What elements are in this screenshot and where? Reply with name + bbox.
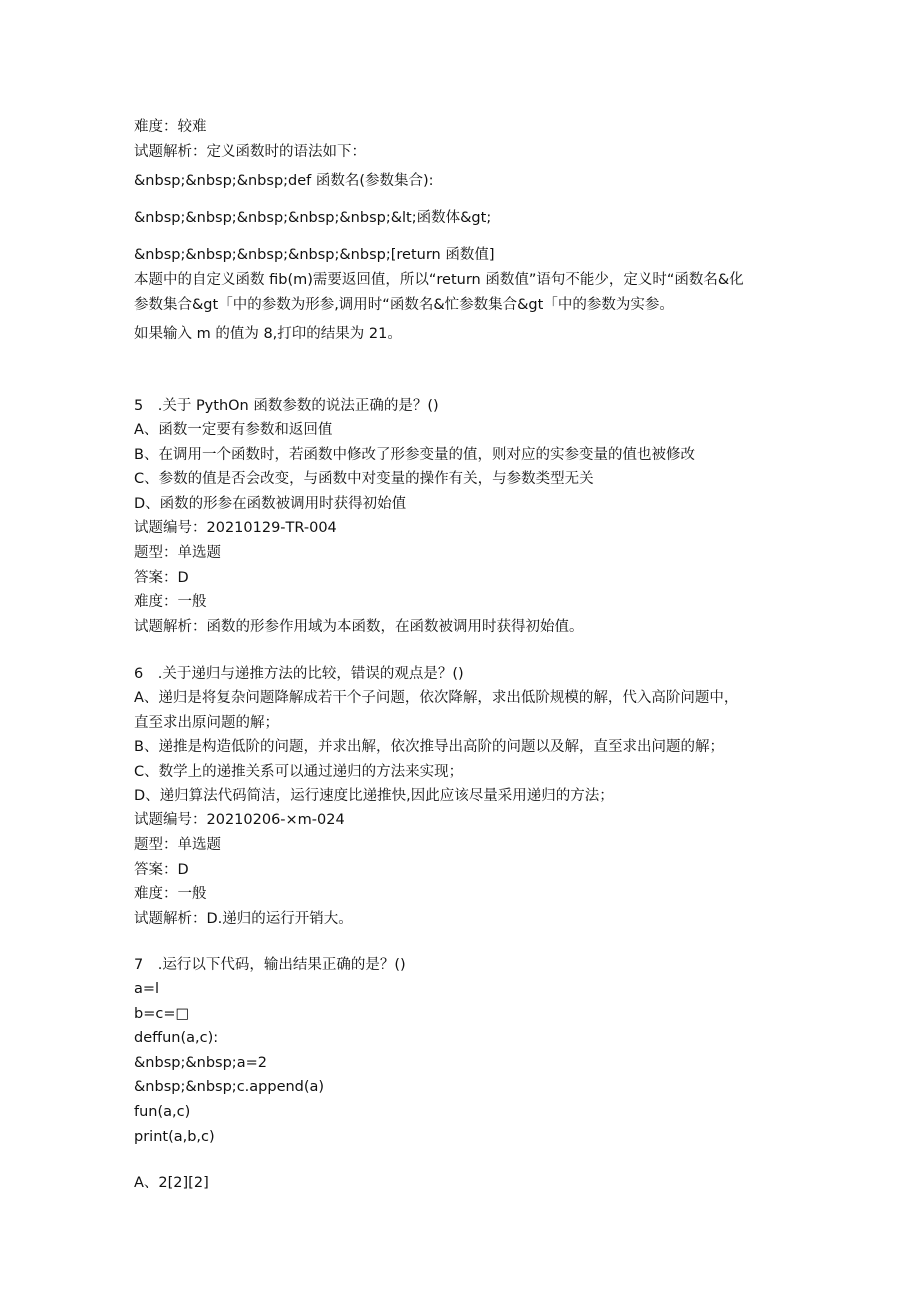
q5-title: 5 .关于 PythOn 函数参数的说法正确的是？() [134,398,439,414]
q7-code-line: deffun(a,c): [134,1030,219,1046]
q7-code-line: fun(a,c) [134,1104,191,1120]
prev-difficulty: 难度：较难 [134,119,207,135]
q7-option-a: A、2[2][2] [134,1175,209,1191]
q5-id: 试题编号：20210129-TR-004 [134,520,337,536]
q6-title: 6 .关于递归与递推方法的比较，错误的观点是？() [134,666,464,682]
prev-explanation-line: 本题中的自定义函数 fib(m)需要返回值，所以“return 函数值”语句不能少，定义时“函数名&化 [134,272,744,288]
q6-option-a-cont: 直至求出原问题的解； [134,715,279,731]
q6-type: 题型：单选题 [134,837,221,853]
q6-option-b: B、递推是构造低阶的问题，并求出解，依次推导出高阶的问题以及解，直至求出问题的解； [134,739,724,755]
prev-code-line: &nbsp;&nbsp;&nbsp;def 函数名(参数集合): [134,173,434,189]
q5-option-b: B、在调用一个函数时，若函数中修改了形参变量的值，则对应的实参变量的值也被修改 [134,447,695,463]
q5-option-d: D、函数的形参在函数被调用时获得初始值 [134,496,407,512]
q7-code-line: print(a,b,c) [134,1129,215,1145]
q7-code-line: &nbsp;&nbsp;c.append(a) [134,1079,325,1095]
q5-type: 题型：单选题 [134,545,221,561]
q5-answer: 答案：D [134,570,189,586]
q7-code-line: b=c=□ [134,1006,190,1022]
q5-analysis: 试题解析：函数的形参作用域为本函数，在函数被调用时获得初始值。 [134,619,584,635]
prev-explanation-line: 如果输入 m 的值为 8,打印的结果为 21。 [134,326,402,342]
prev-code-line: &nbsp;&nbsp;&nbsp;&nbsp;&nbsp;&lt;函数体&gt; [134,210,492,226]
q6-difficulty: 难度：一般 [134,886,207,902]
q7-title: 7 .运行以下代码，输出结果正确的是？() [134,957,406,973]
q6-id: 试题编号：20210206-×m-024 [134,812,345,828]
q5-option-a: A、函数一定要有参数和返回值 [134,422,333,438]
q6-option-d: D、递归算法代码简洁，运行速度比递推快,因此应该尽量采用递归的方法； [134,788,614,804]
q7-code-line: a=l [134,981,160,997]
q7-code-line: &nbsp;&nbsp;a=2 [134,1055,267,1071]
q6-option-a: A、递归是将复杂问题降解成若干个子问题，依次降解，求出低阶规模的解，代入高阶问题中， [134,690,739,706]
prev-code-line: &nbsp;&nbsp;&nbsp;&nbsp;&nbsp;[return 函数值] [134,247,495,263]
q6-analysis: 试题解析：D.递归的运行开销大。 [134,911,353,927]
q6-answer: 答案：D [134,862,189,878]
prev-explanation-line: 参数集合&gt「中的参数为形参,调用时“函数名&忙参数集合&gt「中的参数为实参。 [134,297,674,313]
q6-option-c: C、数学上的递推关系可以通过递归的方法来实现； [134,764,464,780]
q5-difficulty: 难度：一般 [134,594,207,610]
prev-analysis-label: 试题解析：定义函数时的语法如下： [134,144,366,160]
q5-option-c: C、参数的值是否会改变，与函数中对变量的操作有关，与参数类型无关 [134,471,594,487]
